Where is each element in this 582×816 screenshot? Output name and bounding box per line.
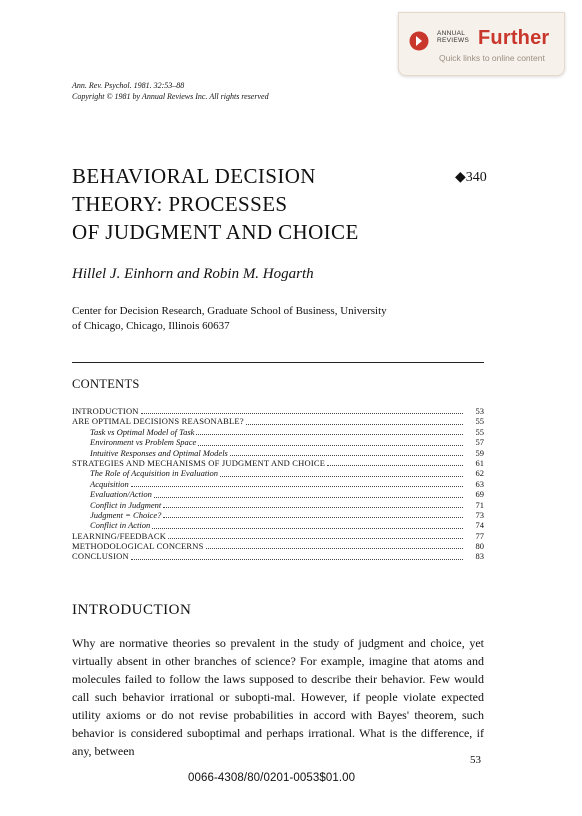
toc-entry[interactable] — [72, 468, 484, 478]
toc-entry-label: INTRODUCTION — [72, 405, 139, 416]
badge-annual-reviews: ANNUAL REVIEWS — [437, 30, 470, 44]
section-divider — [72, 362, 484, 363]
article-title: BEHAVIORAL DECISION THEORY: PROCESSES OF JUDGMENT AND CHOICE — [72, 164, 359, 244]
toc-entry-page: 59 — [475, 447, 484, 458]
table-of-contents — [72, 406, 484, 562]
toc-entry[interactable] — [72, 437, 484, 447]
page-number: 53 — [470, 754, 481, 766]
toc-entry-page: 55 — [475, 426, 484, 437]
toc-leader-dots — [246, 424, 463, 425]
toc-leader-dots — [163, 517, 463, 518]
toc-entry-label: Judgment = Choice? — [90, 509, 162, 520]
toc-entry[interactable] — [72, 479, 484, 489]
badge-further-label: Further — [478, 27, 550, 49]
toc-leader-dots — [131, 559, 463, 560]
introduction-paragraph: Why are normative theories so prevalent in the study of judgment and choice, yet virtually absent in other branches of science? For example, imagine that atoms and molecules failed to follow the laws supposed to describe their behavior. Few would call such behavior irrational or subopti-mal. However, if people violate expected utility axioms or do not revise probabilities in accord with Bayes' theorem, such behavior is considered suboptimal and perhaps irrational. What is the difference, if any, between — [72, 636, 484, 758]
journal-citation — [72, 80, 269, 102]
further-arrow-icon — [409, 31, 429, 51]
toc-leader-dots — [154, 497, 463, 498]
toc-entry-label: Task vs Optimal Model of Task — [90, 426, 195, 437]
toc-entry-page: 71 — [475, 499, 484, 510]
toc-leader-dots — [327, 465, 463, 466]
toc-entry[interactable] — [72, 448, 484, 458]
toc-entry-label: METHODOLOGICAL CONCERNS — [72, 541, 204, 552]
badge-subtitle: Quick links to online content — [439, 53, 545, 63]
toc-entry-label: LEARNING/FEEDBACK — [72, 530, 167, 541]
toc-leader-dots — [206, 548, 463, 549]
toc-entry-page: 57 — [475, 437, 484, 448]
toc-entry[interactable] — [72, 489, 484, 499]
toc-entry-label: Intuitive Responses and Optimal Models — [90, 447, 228, 458]
copyright-line: Copyright © 1981 by Annual Reviews Inc. All rights reserved — [72, 92, 269, 101]
toc-entry-label: Acquisition — [90, 478, 129, 489]
toc-entry-label: STRATEGIES AND MECHANISMS OF JUDGMENT AND CHOICE — [72, 457, 326, 468]
toc-entry[interactable] — [72, 541, 484, 551]
toc-entry-label: The Role of Acquisition in Evaluation — [90, 468, 219, 479]
contents-heading: CONTENTS — [72, 377, 140, 391]
toc-entry[interactable] — [72, 406, 484, 416]
article-authors: Hillel J. Einhorn and Robin M. Hogarth — [72, 266, 314, 282]
toc-entry[interactable] — [72, 551, 484, 561]
toc-entry-page: 80 — [475, 541, 484, 552]
toc-leader-dots — [168, 538, 463, 539]
toc-entry[interactable] — [72, 531, 484, 541]
toc-leader-dots — [230, 455, 463, 456]
citation-line: Ann. Rev. Psychol. 1981. 32:53–88 — [72, 81, 185, 90]
introduction-heading: INTRODUCTION — [72, 602, 192, 618]
article-tag: ◆340 — [455, 170, 487, 185]
toc-entry-page: 73 — [475, 509, 484, 520]
toc-entry[interactable] — [72, 500, 484, 510]
toc-entry-label: CONCLUSION — [72, 551, 129, 562]
toc-leader-dots — [131, 486, 463, 487]
toc-leader-dots — [220, 476, 463, 477]
toc-entry[interactable] — [72, 416, 484, 426]
toc-entry-page: 62 — [475, 468, 484, 479]
toc-entry-label: Conflict in Action — [90, 520, 151, 531]
further-badge[interactable] — [398, 12, 565, 76]
toc-entry-page: 74 — [475, 520, 484, 531]
toc-entry-page: 55 — [475, 416, 484, 427]
toc-entry-page: 69 — [475, 489, 484, 500]
toc-entry-page: 63 — [475, 478, 484, 489]
toc-entry-page: 53 — [475, 405, 484, 416]
toc-leader-dots — [196, 434, 463, 435]
toc-leader-dots — [198, 445, 463, 446]
toc-leader-dots — [163, 507, 463, 508]
article-code: 0066-4308/80/0201-0053$01.00 — [188, 772, 356, 784]
toc-leader-dots — [141, 413, 463, 414]
toc-entry-label: Evaluation/Action — [90, 489, 152, 500]
toc-entry[interactable] — [72, 458, 484, 468]
toc-entry-page: 61 — [475, 457, 484, 468]
author-affiliation: Center for Decision Research, Graduate School of Business, University of Chicago, Chicago, Illinois 60637 — [72, 305, 387, 332]
toc-entry-label: ARE OPTIMAL DECISIONS REASONABLE? — [72, 416, 244, 427]
toc-entry[interactable] — [72, 427, 484, 437]
toc-entry-page: 83 — [475, 551, 484, 562]
toc-entry-label: Conflict in Judgment — [90, 499, 162, 510]
toc-entry-label: Environment vs Problem Space — [90, 437, 197, 448]
toc-entry-page: 77 — [475, 530, 484, 541]
toc-entry[interactable] — [72, 510, 484, 520]
toc-leader-dots — [152, 528, 463, 529]
toc-entry[interactable] — [72, 520, 484, 530]
